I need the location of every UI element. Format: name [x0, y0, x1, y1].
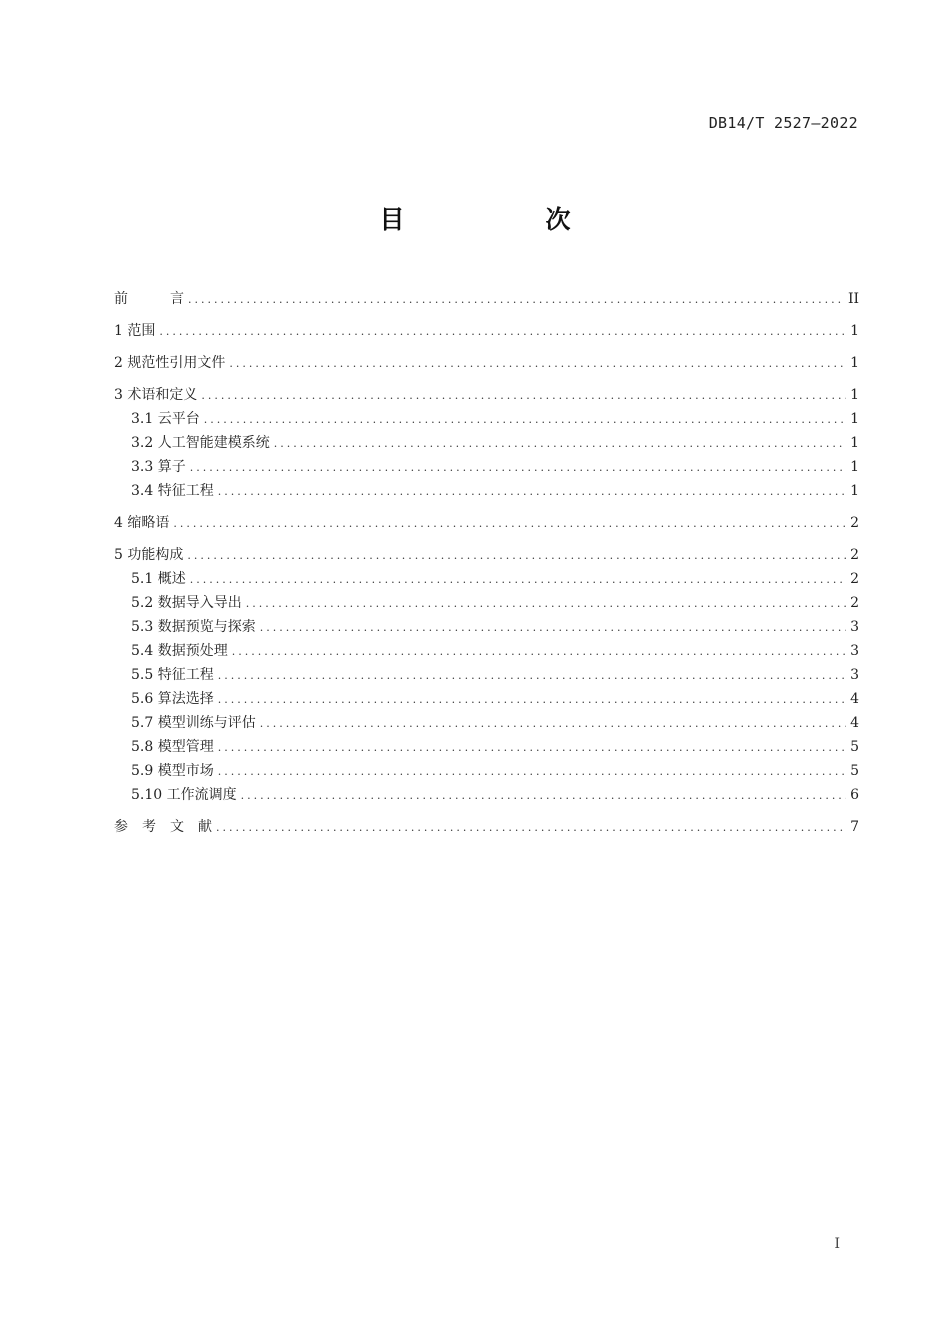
toc-entry-label: 参 考 文 献	[114, 819, 212, 835]
toc-entry[interactable]	[114, 815, 859, 839]
toc-entry-page: 4	[850, 691, 859, 707]
toc-entry-label: 3.3 算子	[131, 459, 186, 475]
toc-entry[interactable]	[114, 455, 859, 479]
toc-leader-dots	[159, 320, 846, 344]
toc-leader-dots	[204, 408, 846, 432]
toc-entry[interactable]	[114, 567, 859, 591]
toc-leader-dots	[173, 512, 846, 536]
toc-entry[interactable]	[114, 383, 859, 407]
toc-leader-dots	[260, 712, 846, 736]
toc-entry-label: 5 功能构成	[114, 547, 184, 563]
toc-entry[interactable]	[114, 351, 859, 375]
toc-entry-label: 5.5 特征工程	[131, 667, 214, 683]
toc-entry-page: 5	[850, 763, 859, 779]
toc-leader-dots	[218, 736, 846, 760]
toc-leader-dots	[187, 544, 846, 568]
toc-entry-page: 2	[850, 547, 859, 563]
toc-entry[interactable]	[114, 543, 859, 567]
toc-entry-page: 2	[850, 595, 859, 611]
toc-entry-label: 5.10 工作流调度	[131, 787, 237, 803]
toc-leader-dots	[232, 640, 846, 664]
toc-leader-dots	[241, 784, 846, 808]
toc-entry-page: 1	[850, 387, 859, 403]
toc-entry[interactable]	[114, 783, 859, 807]
toc-entry[interactable]	[114, 287, 859, 311]
toc-entry-page: 1	[850, 483, 859, 499]
toc-entry-page: 3	[850, 643, 859, 659]
toc-entry[interactable]	[114, 711, 859, 735]
toc-entry-label: 4 缩略语	[114, 515, 170, 531]
page-number: I	[834, 1236, 840, 1252]
toc-entry-page: 2	[850, 571, 859, 587]
toc-leader-dots	[218, 664, 846, 688]
toc-entry-label: 5.7 模型训练与评估	[131, 715, 256, 731]
toc-entry[interactable]	[114, 591, 859, 615]
toc-leader-dots	[188, 288, 844, 312]
toc-entry-label: 3 术语和定义	[114, 387, 198, 403]
toc-entry[interactable]	[114, 431, 859, 455]
toc-entry-page: 1	[850, 355, 859, 371]
toc-entry[interactable]	[114, 639, 859, 663]
standard-code: DB14/T 2527—2022	[708, 114, 858, 132]
toc-entry-label: 5.2 数据导入导出	[131, 595, 242, 611]
toc-entry[interactable]	[114, 407, 859, 431]
toc-leader-dots	[218, 760, 846, 784]
toc-entry-page: 3	[850, 619, 859, 635]
toc-entry-label: 3.2 人工智能建模系统	[131, 435, 270, 451]
toc-leader-dots	[260, 616, 846, 640]
toc-entry-page: 6	[850, 787, 859, 803]
toc-entry-label: 5.6 算法选择	[131, 691, 214, 707]
toc-entry[interactable]	[114, 511, 859, 535]
toc-entry-label: 5.4 数据预处理	[131, 643, 228, 659]
toc-entry[interactable]	[114, 735, 859, 759]
page-title: 目 次	[379, 205, 629, 234]
toc-entry-page: 7	[850, 819, 859, 835]
toc-entry-page: 1	[850, 435, 859, 451]
toc-leader-dots	[190, 568, 846, 592]
toc-entry-page: 2	[850, 515, 859, 531]
toc-entry-label: 1 范围	[114, 323, 156, 339]
toc-leader-dots	[218, 480, 846, 504]
toc-entry[interactable]	[114, 663, 859, 687]
toc-entry-label: 5.3 数据预览与探索	[131, 619, 256, 635]
toc-entry-label: 5.1 概述	[131, 571, 186, 587]
toc-entry-page: 1	[850, 411, 859, 427]
toc-leader-dots	[246, 592, 846, 616]
toc-entry[interactable]	[114, 615, 859, 639]
table-of-contents	[114, 287, 859, 839]
toc-entry[interactable]	[114, 687, 859, 711]
toc-entry[interactable]	[114, 479, 859, 503]
toc-entry-page: 4	[850, 715, 859, 731]
toc-entry-label: 前 言	[114, 291, 184, 307]
toc-leader-dots	[229, 352, 846, 376]
toc-entry-label: 5.9 模型市场	[131, 763, 214, 779]
toc-entry-label: 2 规范性引用文件	[114, 355, 226, 371]
toc-entry[interactable]	[114, 319, 859, 343]
toc-entry-page: 5	[850, 739, 859, 755]
toc-leader-dots	[218, 688, 846, 712]
toc-entry-page: 3	[850, 667, 859, 683]
toc-entry-page: II	[847, 291, 859, 307]
toc-entry-page: 1	[850, 323, 859, 339]
toc-entry-label: 5.8 模型管理	[131, 739, 214, 755]
toc-leader-dots	[201, 384, 846, 408]
toc-entry-page: 1	[850, 459, 859, 475]
toc-entry-label: 3.1 云平台	[131, 411, 200, 427]
toc-entry-label: 3.4 特征工程	[131, 483, 214, 499]
toc-leader-dots	[274, 432, 846, 456]
toc-leader-dots	[190, 456, 846, 480]
toc-leader-dots	[216, 816, 846, 840]
toc-entry[interactable]	[114, 759, 859, 783]
